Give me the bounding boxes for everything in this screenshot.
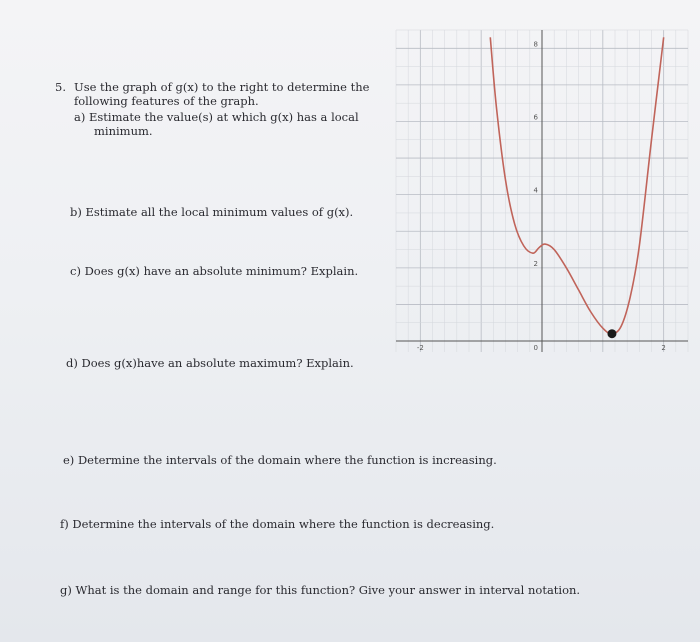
question-d: d) Does g(x)have an absolute maximum? Explain. xyxy=(66,356,354,370)
y-tick-label: 4 xyxy=(533,186,538,195)
local-minimum-point xyxy=(607,329,616,338)
x-tick-label: -2 xyxy=(416,344,424,353)
y-tick-label: 2 xyxy=(533,259,538,268)
question-a-text: Estimate the value(s) at which g(x) has a local xyxy=(89,110,359,124)
graph-axes xyxy=(396,30,688,352)
function-graph xyxy=(392,26,692,356)
question-e: e) Determine the intervals of the domain where the function is increasing. xyxy=(63,453,497,467)
question-b: b) Estimate all the local minimum values of g(x). xyxy=(70,205,354,219)
question-c: c) Does g(x) have an absolute minimum? Explain. xyxy=(70,264,359,278)
stem-line-1: Use the graph of g(x) to the right to determine the xyxy=(74,80,370,94)
question-a-line-1 xyxy=(74,110,374,124)
question-stem xyxy=(74,80,374,108)
graph-points xyxy=(607,329,616,338)
question-a-label: a) xyxy=(74,110,86,124)
y-tick-label: 8 xyxy=(533,40,538,49)
question-f: f) Determine the intervals of the domain where the function is decreasing. xyxy=(60,517,495,531)
y-tick-label: 6 xyxy=(533,113,538,122)
question-g: g) What is the domain and range for this function? Give your answer in interval notation. xyxy=(60,583,581,597)
question-a-line-2: minimum. xyxy=(94,124,153,138)
problem-number: 5. xyxy=(55,80,66,94)
stem-line-2: following features of the graph. xyxy=(74,94,259,108)
x-tick-label: 2 xyxy=(661,344,666,353)
question-a xyxy=(74,110,374,138)
graph-curve xyxy=(490,37,663,333)
y-tick-label: 0 xyxy=(533,344,538,353)
